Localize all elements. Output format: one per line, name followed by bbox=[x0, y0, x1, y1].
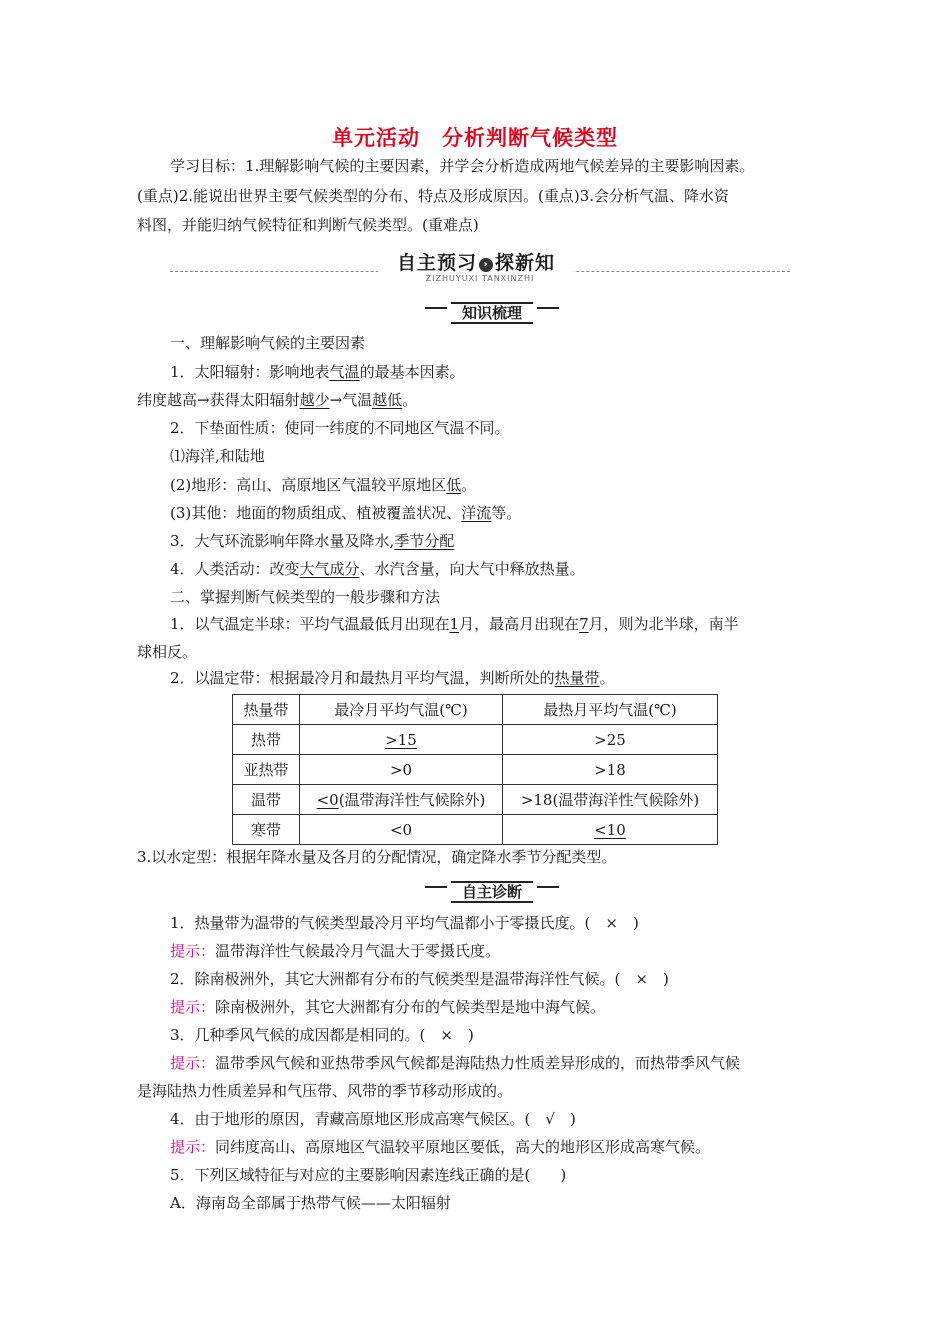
hint-4: 提示：同纬度高山、高原地区气温较平原地区要低，高大的地形区形成高寒气候。 bbox=[170, 1138, 711, 1156]
hint-1: 提示：温带海洋性气候最冷月气温大于零摄氏度。 bbox=[170, 942, 501, 960]
table-header-row bbox=[233, 695, 718, 725]
table-row bbox=[233, 755, 718, 785]
hint-3: 提示：温带季风气候和亚热带季风气候都是海陆热力性质差异形成的，而热带季风气候 bbox=[170, 1054, 741, 1072]
s1-item-2-2: (2)地形：高山、高原地区气温较平原地区低。 bbox=[170, 476, 477, 494]
zone-cell: 亚热带 bbox=[233, 755, 300, 785]
s2-item-2: 2．以温定带：根据最冷月和最热月平均气温，判断所处的热量带。 bbox=[170, 669, 615, 687]
s1-item-2: 2．下垫面性质：使同一纬度的不同地区气温不同。 bbox=[170, 419, 510, 437]
cold-cell: >15 bbox=[300, 725, 503, 755]
section-tag-diagnosis: 自主诊断 bbox=[451, 881, 533, 903]
s1-heading: 一、理解影响气候的主要因素 bbox=[170, 334, 366, 352]
hot-cell: >25 bbox=[503, 725, 718, 755]
learning-goals-line-3: 料图，并能归纳气候特征和判断气候类型。(重难点) bbox=[137, 216, 479, 234]
table-header: 最冷月平均气温(℃) bbox=[300, 695, 503, 725]
question-2: 2．除南极洲外，其它大洲都有分布的气候类型是温带海洋性气候。( × ) bbox=[170, 970, 669, 988]
table-row bbox=[233, 785, 718, 815]
question-3: 3．几种季风气候的成因都是相同的。( × ) bbox=[170, 1026, 474, 1044]
banner-title bbox=[378, 248, 574, 274]
heat-zone-table bbox=[232, 694, 718, 845]
cold-cell: <0 bbox=[300, 815, 503, 845]
s2-item-3: 3.以水定型：根据年降水量及各月的分配情况，确定降水季节分配类型。 bbox=[137, 848, 617, 866]
question-1: 1．热量带为温带的气候类型最冷月平均气温都小于零摄氏度。( × ) bbox=[170, 914, 639, 932]
question-4: 4．由于地形的原因，青藏高原地区形成高寒气候区。( √ ) bbox=[170, 1110, 576, 1128]
hint-2: 提示：除南极洲外，其它大洲都有分布的气候类型是地中海气候。 bbox=[170, 998, 606, 1016]
s1-item-2-3: (3)其他：地面的物质组成、植被覆盖状况、洋流等。 bbox=[170, 504, 522, 522]
banner-arrow-icon: › bbox=[479, 258, 493, 272]
table-row bbox=[233, 725, 718, 755]
learning-goals-line-2: (重点)2.能说出世界主要气候类型的分布、特点及形成原因。(重点)3.会分析气温、降水资 bbox=[137, 187, 730, 205]
question-5: 5．下列区域特征与对应的主要影响因素连线正确的是( ) bbox=[170, 1166, 567, 1184]
s1-item-2-1: ⑴海洋,和陆地 bbox=[170, 447, 265, 465]
page-title: 单元活动 分析判断气候类型 bbox=[332, 126, 618, 150]
table-header: 热量带 bbox=[233, 695, 300, 725]
zone-cell: 温带 bbox=[233, 785, 300, 815]
s1-item-3: 3．大气环流影响年降水量及降水,季节分配 bbox=[170, 532, 455, 550]
cold-cell: >0 bbox=[300, 755, 503, 785]
zone-cell: 寒带 bbox=[233, 815, 300, 845]
cold-cell: <0(温带海洋性气候除外) bbox=[300, 785, 503, 815]
zone-cell: 热带 bbox=[233, 725, 300, 755]
s1-item-4: 4．人类活动：改变大气成分、水汽含量，向大气中释放热量。 bbox=[170, 560, 585, 578]
section-tag-knowledge: 知识梳理 bbox=[451, 302, 533, 324]
s1-item-1-detail: 纬度越高→获得太阳辐射越少→气温越低。 bbox=[137, 391, 418, 409]
table-header: 最热月平均气温(℃) bbox=[503, 695, 718, 725]
s2-heading: 二、掌握判断气候类型的一般步骤和方法 bbox=[170, 588, 441, 606]
hot-cell: >18(温带海洋性气候除外) bbox=[503, 785, 718, 815]
hint-3-cont: 是海陆热力性质差异和气压带、风带的季节移动形成的。 bbox=[137, 1082, 513, 1100]
table-row bbox=[233, 815, 718, 845]
learning-goals-line-1: 学习目标：1.理解影响气候的主要因素，并学会分析造成两地气候差异的主要影响因素。 bbox=[170, 157, 755, 175]
s2-item-1-cont: 球相反。 bbox=[137, 643, 198, 661]
banner-title-left: 自主预习 bbox=[396, 252, 477, 274]
option-a: A．海南岛全部属于热带气候——太阳辐射 bbox=[170, 1194, 451, 1212]
banner-pinyin: ZIZHUYUXI TANXINZHI bbox=[425, 274, 535, 283]
s1-item-1: 1．太阳辐射：影响地表气温的最基本因素。 bbox=[170, 363, 465, 381]
section-banner bbox=[170, 246, 790, 286]
banner-title-right: 探新知 bbox=[495, 252, 556, 274]
hot-cell: >18 bbox=[503, 755, 718, 785]
hot-cell: <10 bbox=[503, 815, 718, 845]
s2-item-1: 1．以气温定半球：平均气温最低月出现在1月，最高月出现在7月，则为北半球，南半 bbox=[170, 615, 739, 633]
